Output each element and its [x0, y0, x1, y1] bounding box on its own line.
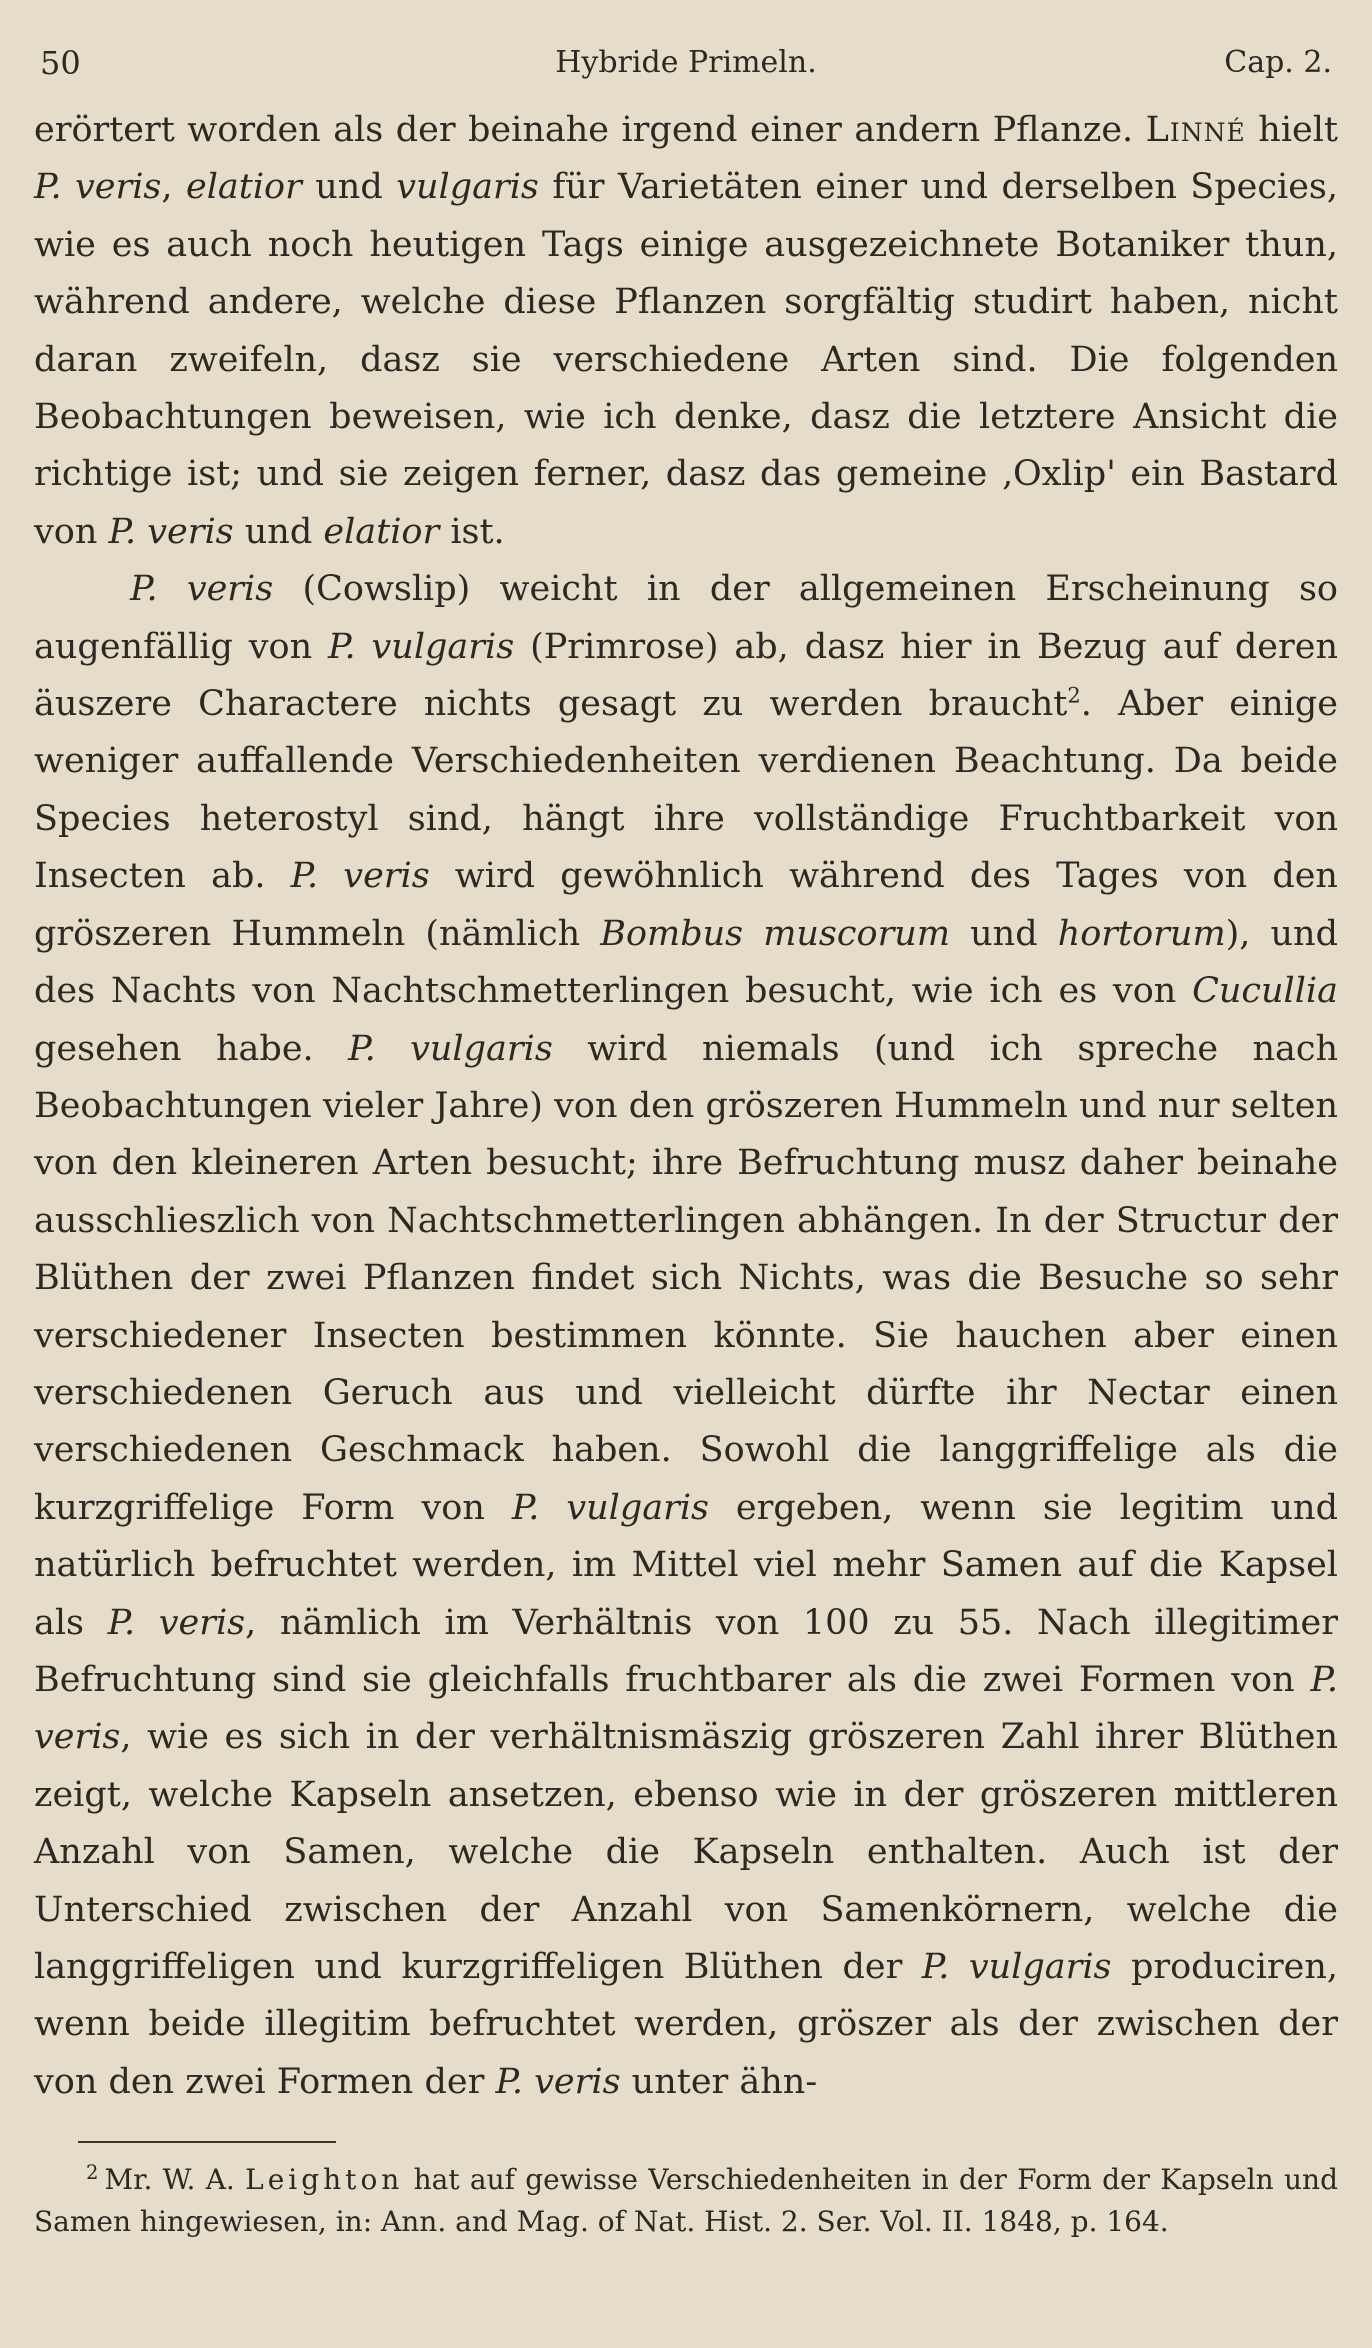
text-span: , nämlich im Verhältnis von 100 zu 55. Nach illegitimer Befruchtung sind sie gleichfalls fruchtbarer als die zwei Formen von [34, 1602, 1338, 1700]
species-name: P. veris [34, 167, 162, 208]
author-name-leighton: Leighton [245, 2163, 404, 2197]
paragraph-2 [34, 561, 1338, 2111]
text-span: hat auf gewisse Verschiedenheiten in der Form der Kapseln und Samen hingewiesen, in: Ann. and Mag. of Nat. Hist. 2. Ser. Vol. II. 1848, p. 164. [34, 2163, 1338, 2239]
species-name: P. veris [34, 1659, 1338, 1758]
species-name: P. vulgaris [348, 1028, 553, 1069]
species-name: P. vulgaris [511, 1487, 710, 1528]
species-name: Cucullia [1192, 971, 1338, 1012]
text-span: gesehen habe. [34, 1028, 349, 1069]
footnote-divider [78, 2141, 336, 2143]
species-name: P. vulgaris [328, 626, 515, 667]
text-span: ergeben, wenn sie legitim und natürlich befruchtet werden, im Mittel viel mehr Samen auf die Kapsel als [34, 1487, 1339, 1643]
text-span: . Aber einige weniger auffallende Verschiedenheiten verdienen Beachtung. Da beide Species heterostyl sind, hängt ihre vollständige Fruchtbarkeit von Insecten ab. [34, 684, 1338, 897]
species-name: elatior [185, 167, 302, 208]
species-name: P. veris [290, 856, 430, 897]
text-span: Mr. W. A. [104, 2163, 246, 2197]
species-name: P. veris [495, 2061, 621, 2102]
text-span: erörtert worden als der beinahe irgend einer andern Pflanze. [34, 110, 1146, 150]
species-name: elatior [323, 511, 440, 552]
text-span: , [161, 167, 186, 208]
paragraph-1 [34, 102, 1338, 561]
chapter-label: Cap. 2. [1224, 45, 1332, 80]
text-span: für Varietäten einer und derselben Species, wie es auch noch heutigen Tags einige ausgezeichnete Botaniker thun, während andere, welche diese Pflanzen sorgfältig studirt haben, nicht daran zweifeln, dasz sie verschiedene Arten sind. Die folgenden Beobachtungen beweisen, wie ich denke, dasz die letztere Ansicht die richtige ist; und sie zeigen ferner, dasz das gemeine ‚Oxlip' ein Bastard von [34, 167, 1338, 552]
page-header [34, 28, 1338, 98]
page-number: 50 [40, 44, 81, 82]
species-name: Bombus muscorum [600, 913, 951, 954]
main-text [34, 102, 1338, 2111]
text-span: produciren, wenn beide illegitim befruchtet werden, gröszer als der zwischen der von den zwei Formen der [34, 1947, 1339, 2102]
footnote-number: 2 [86, 2160, 99, 2184]
book-page [34, 28, 1338, 2243]
footnote [34, 2159, 1338, 2243]
species-name: P. veris [130, 569, 274, 610]
text-span: ist. [439, 511, 505, 552]
species-name: P. veris [107, 1602, 246, 1643]
text-span: und [950, 913, 1058, 954]
text-span: wird niemals (und ich spreche nach Beobachtungen vieler Jahre) von den gröszeren Hummeln und nur selten von den kleineren Arten besucht; ihre Befruchtung musz daher beinahe ausschlieszlich von Nachtschmetterlingen abhängen. In der Structur der Blüthen der zwei Pflanzen findet sich Nichts, was die Besuche so sehr verschiedener Insecten bestimmen könnte. Sie hauchen aber einen verschiedenen Geruch aus und vielleicht dürfte ihr Nectar einen verschiedenen Geschmack haben. Sowohl die langgriffelige als die kurzgriffelige Form von [34, 1028, 1339, 1528]
text-span: und [301, 167, 397, 208]
text-span: (Cowslip) weicht in der allgemeinen Erscheinung so augenfällig von [34, 569, 1338, 667]
text-span: unter ähn- [620, 2061, 818, 2102]
running-title: Hybride Primeln. [555, 45, 817, 80]
author-name-linne: Linné [1145, 110, 1246, 150]
text-span: wird gewöhnlich während des Tages von den gröszeren Hummeln (nämlich [34, 856, 1338, 954]
species-name: P. vulgaris [921, 1947, 1112, 1987]
footnote-reference[interactable]: 2 [1067, 683, 1081, 708]
text-span: und [233, 511, 324, 552]
species-name: vulgaris [396, 167, 539, 208]
text-span: , wie es sich in der verhältnismäszig gröszeren Zahl ihrer Blüthen zeigt, welche Kapseln ansetzen, ebenso wie in der gröszeren mittleren Anzahl von Samen, welche die Kapseln enthalten. Auch ist der Unterschied zwischen der Anzahl von Samenkörnern, welche die langgriffeligen und kurzgriffeligen Blüthen der [34, 1717, 1338, 1987]
text-span: ), und des Nachts von Nachtschmetterlingen besucht, wie ich es von [34, 913, 1338, 1012]
species-name: hortorum [1057, 913, 1226, 954]
text-span: (Primrose) ab, dasz hier in Bezug auf deren äuszere Charactere nichts gesagt zu werden braucht [34, 626, 1339, 725]
species-name: P. veris [108, 511, 234, 552]
text-span: hielt [1245, 110, 1338, 150]
